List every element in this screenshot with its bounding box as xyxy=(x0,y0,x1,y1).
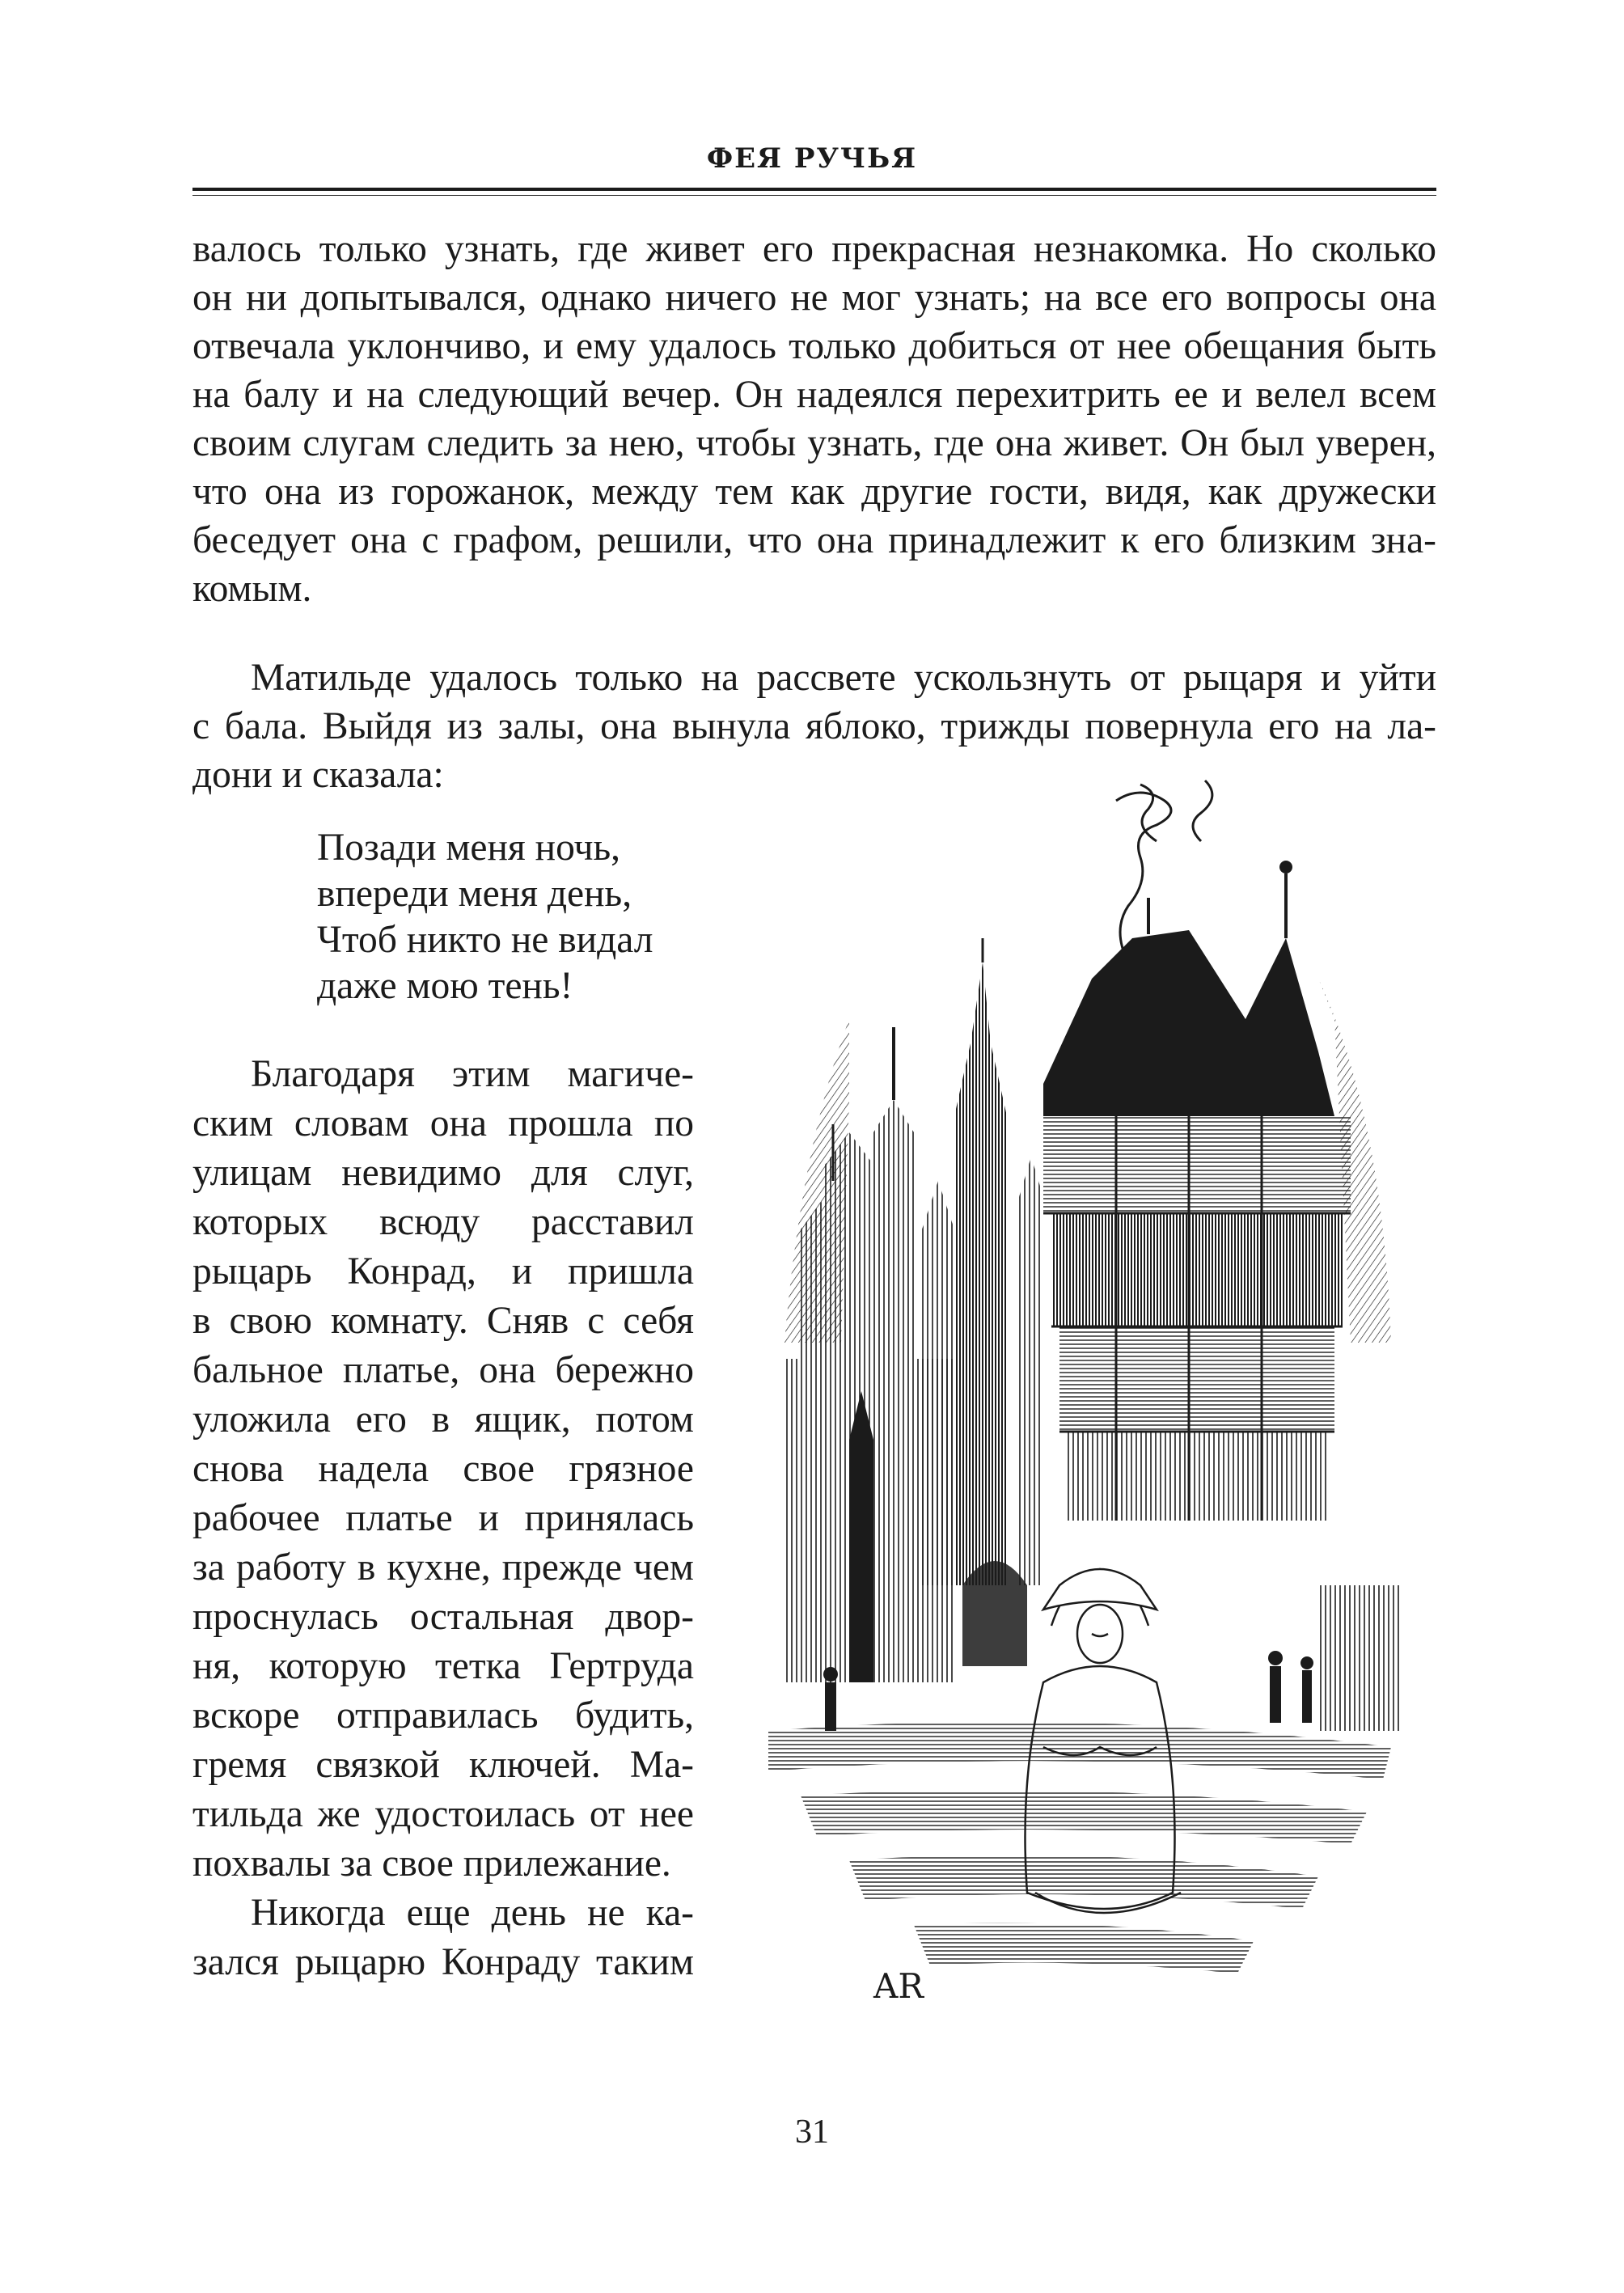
text-line: гремя связкой ключей. Ма- xyxy=(192,1744,694,1786)
text-line: уложила его в ящик, потом xyxy=(192,1398,694,1441)
text-line: рабочее платье и принялась xyxy=(192,1497,694,1539)
text-line: Никогда еще день не ка- xyxy=(251,1892,694,1934)
text-line: что она из горожанок, между тем как другие гости, видя, как дружески xyxy=(192,471,1436,513)
text-line: Благодаря этим магиче- xyxy=(251,1053,694,1095)
text-line: он ни допытывался, однако ничего не мог узнать; на все его вопросы она xyxy=(192,277,1436,319)
text-line: которых всюду расставил xyxy=(192,1201,694,1243)
verse-block xyxy=(317,825,653,1009)
gothic-facade xyxy=(785,1359,954,1682)
text-line: зался рыцарю Конраду таким xyxy=(192,1941,694,1983)
text-line: бальное платье, она бережно xyxy=(192,1349,694,1391)
text-line: в свою комнату. Сняв с себя xyxy=(192,1300,694,1342)
text-line: отвечала уклончиво, и ему удалось только добиться от нее обещания быть xyxy=(192,325,1436,367)
half-timbered-house xyxy=(1043,861,1351,1521)
text-line: дони и сказала: xyxy=(192,754,444,796)
text-line: за работу в кухне, прежде чем xyxy=(192,1546,694,1589)
text-line: рыцарь Конрад, и пришла xyxy=(192,1250,694,1292)
text-line: беседует она с графом, решили, что она принадлежит к его близким зна- xyxy=(192,519,1436,561)
text-line: похвалы за свое прилежание. xyxy=(192,1842,671,1885)
engraving-illustration xyxy=(752,776,1399,2071)
text-line: улицам невидимо для слуг, xyxy=(192,1152,694,1194)
text-line: тильда же удостоилась от нее xyxy=(192,1793,694,1835)
text-line: валось только узнать, где живет его прекрасная незнакомка. Но сколько xyxy=(192,228,1436,270)
header-rule-thin xyxy=(192,195,1436,196)
verse-line: Чтоб никто не видал xyxy=(317,919,653,961)
text-line: ским словам она прошла по xyxy=(192,1102,694,1144)
text-line: комым. xyxy=(192,568,312,610)
header-rule-thick xyxy=(192,188,1436,191)
text-line: своим слугам следить за нею, чтобы узнать, где она живет. Он был уверен, xyxy=(192,422,1436,464)
text-line: проснулась остальная двор- xyxy=(192,1596,694,1638)
verse-line: впереди меня день, xyxy=(317,873,632,915)
text-line: снова надела свое грязное xyxy=(192,1448,694,1490)
artist-monogram: AR xyxy=(873,1966,924,2006)
narrow-column xyxy=(192,1050,694,1987)
wet-pavement xyxy=(768,1722,1391,1974)
text-line: с бала. Выйдя из залы, она вынула яблоко, трижды повернула его на ла- xyxy=(192,705,1436,747)
text-line: на балу и на следующий вечер. Он надеялся перехитрить ее и велел всем xyxy=(192,374,1436,416)
paragraph-1 xyxy=(192,225,1436,613)
text-line: Матильде удалось только на рассвете ускользнуть от рыцаря и уйти xyxy=(251,657,1436,699)
verse-line: даже мою тень! xyxy=(317,965,573,1007)
running-head: ФЕЯ РУЧЬЯ xyxy=(706,142,918,175)
verse-line: Позади меня ночь, xyxy=(317,827,621,869)
text-line: вскоре отправилась будить, xyxy=(192,1694,694,1737)
page-number: 31 xyxy=(795,2113,829,2151)
text-line: ня, которую тетка Гертруда xyxy=(192,1645,694,1687)
